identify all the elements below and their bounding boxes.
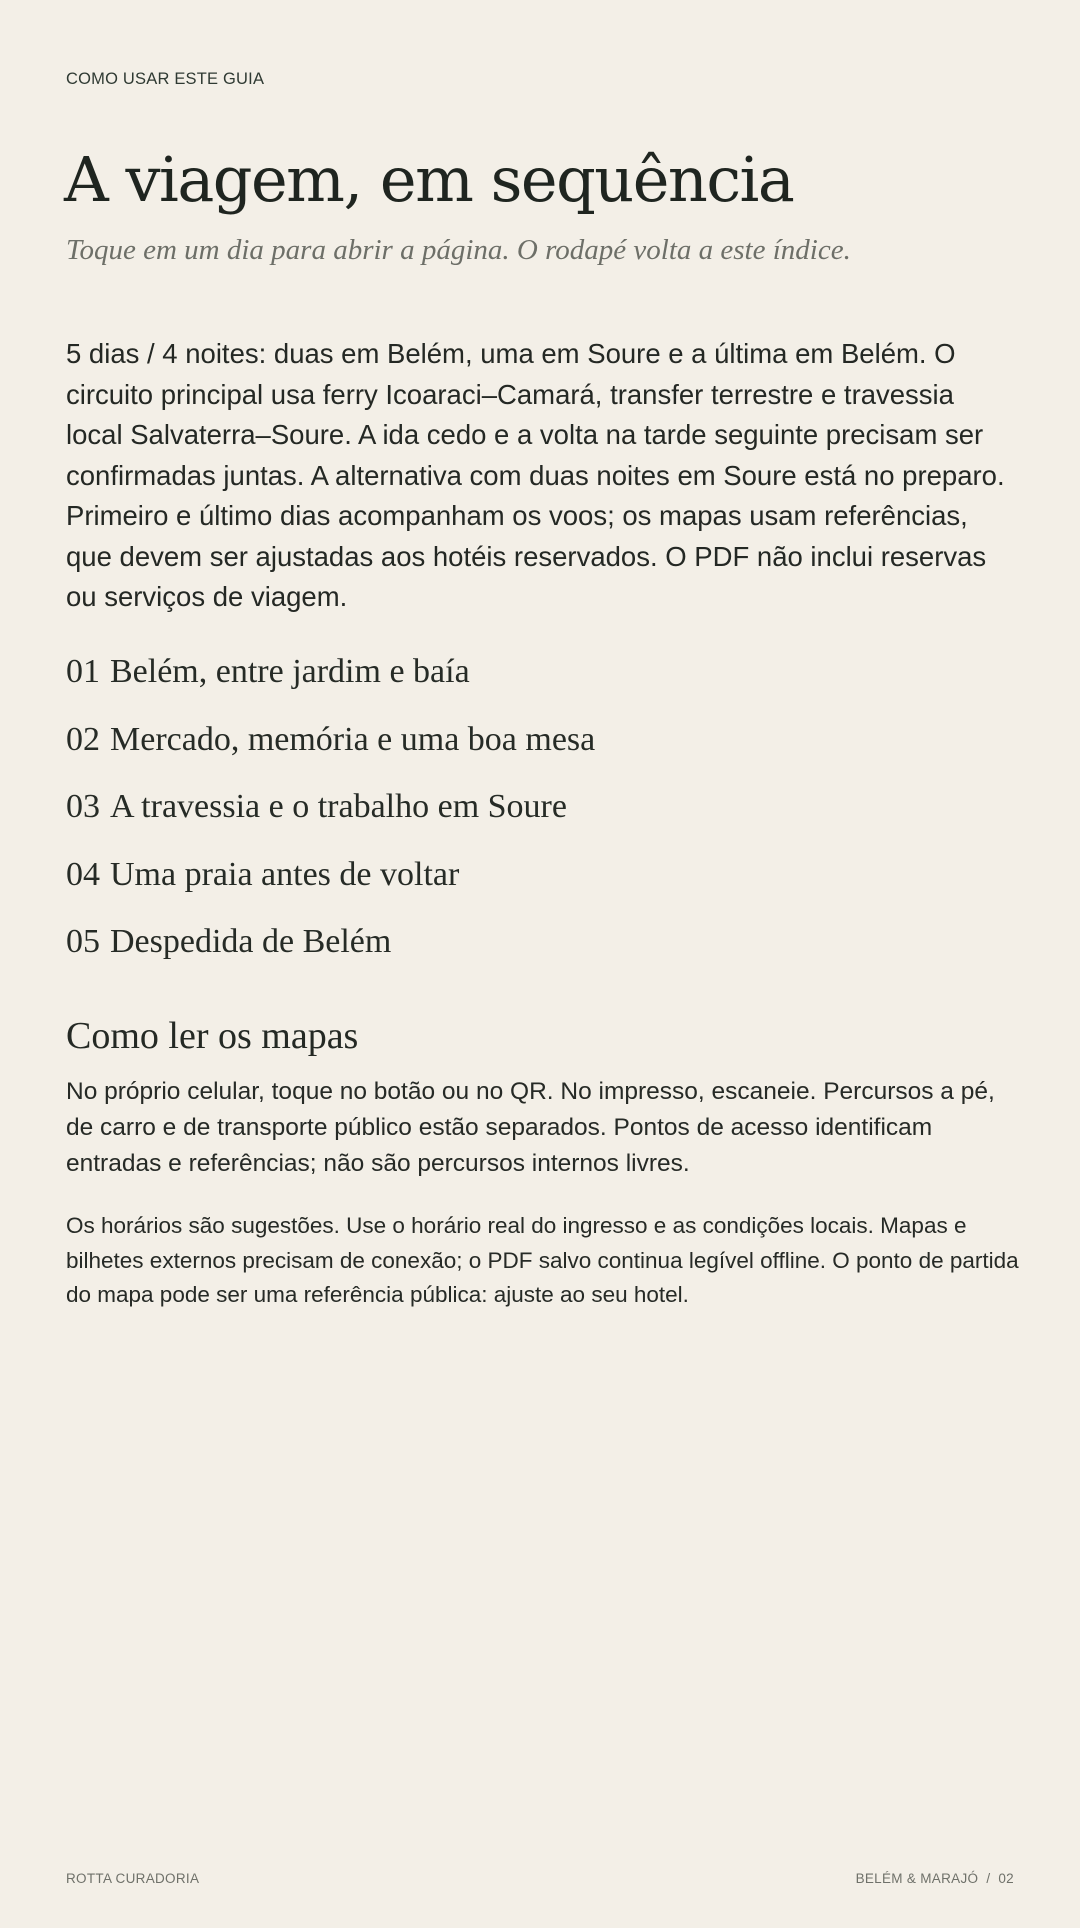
page-subtitle: Toque em um dia para abrir a página. O rodapé volta a este índice. <box>66 234 851 266</box>
day-link-05[interactable] <box>66 922 595 990</box>
day-number: 03 <box>66 788 100 825</box>
maps-paragraph-2: Os horários são sugestões. Use o horário real do ingresso e as condições locais. Mapas e bilhetes externos precisam de conexão; o PDF salvo continua legível offline. O ponto de partida do mapa pode ser uma referência pública: ajuste ao seu hotel. <box>66 1213 1019 1307</box>
footer-brand: ROTTA CURADORIA <box>66 1871 200 1886</box>
day-number: 02 <box>66 720 100 758</box>
footer-page-info[interactable] <box>856 1871 1014 1886</box>
day-index-list <box>66 652 595 990</box>
day-title: Despedida de Belém <box>110 923 392 960</box>
day-link-01[interactable] <box>66 652 595 720</box>
footer-page-number: 02 <box>998 1871 1014 1886</box>
intro-paragraph: 5 dias / 4 noites: duas em Belém, uma em Soure e a última em Belém. O circuito principal usa ferry Icoaraci–Camará, transfer terrestre e travessia local Salvaterra–Soure. A ida cedo e a volta na tarde seguinte precisam ser confirmadas juntas. A alternativa com duas noites em Soure está no preparo. Primeiro e último dias acompanham os voos; os mapas usam referências, que devem ser ajustadas aos hotéis reservados. O PDF não inclui reservas ou serviços de viagem. <box>66 338 1005 612</box>
day-link-02[interactable] <box>66 720 595 788</box>
maps-paragraph-1: No próprio celular, toque no botão ou no QR. No impresso, escaneie. Percursos a pé, de carro e de transporte público estão separados. Pontos de acesso identificam entradas e referências; não são percursos internos livres. <box>66 1078 995 1177</box>
section-eyebrow: COMO USAR ESTE GUIA <box>66 70 265 88</box>
day-link-03[interactable] <box>66 787 595 855</box>
footer-guide-name: BELÉM & MARAJÓ <box>855 1871 979 1886</box>
footer-separator: / <box>986 1871 991 1886</box>
day-title: Mercado, memória e uma boa mesa <box>110 720 596 758</box>
day-number: 04 <box>66 855 100 893</box>
day-link-04[interactable] <box>66 855 595 923</box>
maps-heading: Como ler os mapas <box>66 1015 359 1057</box>
day-title: A travessia e o trabalho em Soure <box>110 788 567 825</box>
page-title: A viagem, em sequência <box>64 143 794 216</box>
day-number: 01 <box>66 653 100 690</box>
day-title: Uma praia antes de voltar <box>110 855 460 893</box>
day-number: 05 <box>66 923 100 960</box>
day-title: Belém, entre jardim e baía <box>110 653 470 690</box>
